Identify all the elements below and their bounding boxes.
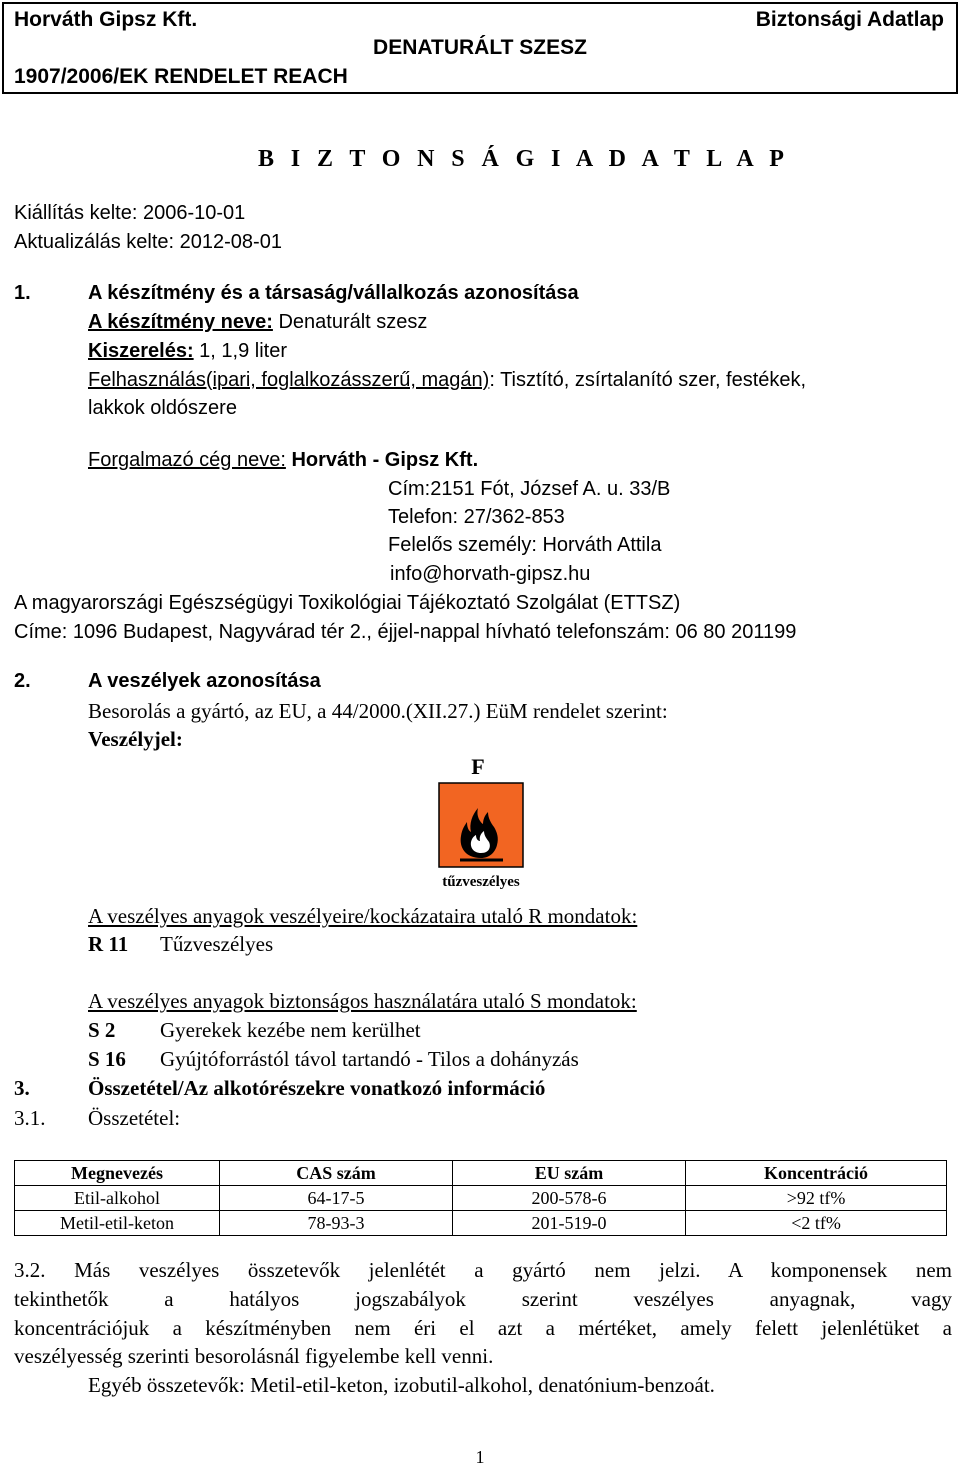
phone: Telefon: 27/362-853 (388, 506, 565, 528)
table-cell: Etil-alkohol (15, 1186, 220, 1211)
table-cell: 201-519-0 (453, 1211, 686, 1236)
ettsz-name: A magyarországi Egészségügyi Toxikológiai Tájékoztató Szolgálat (ETTSZ) (14, 592, 681, 614)
paragraph-3-2-line: tekinthetők a hatályos jogszabályok szerint veszélyes anyagnak, vagy (14, 1287, 952, 1311)
table-cell: >92 tf% (686, 1186, 947, 1211)
s-phrases-heading: A veszélyes anyagok biztonságos használatára utaló S mondatok: (88, 989, 637, 1013)
table-cell: Metil-etil-keton (15, 1211, 220, 1236)
other-components: Egyéb összetevők: Metil-etil-keton, izobutil-alkohol, denatónium-benzoát. (88, 1373, 715, 1397)
table-header: Megnevezés (15, 1161, 220, 1186)
page-number: 1 (475, 1447, 485, 1467)
table-cell: 78-93-3 (220, 1211, 453, 1236)
header-product: DENATURÁLT SZESZ (373, 36, 587, 59)
table-cell: 64-17-5 (220, 1186, 453, 1211)
paragraph-3-2-last: veszélyesség szerinti besorolásnál figyelembe kell venni. (14, 1344, 494, 1368)
packaging-value: 1, 1,9 liter (193, 340, 288, 362)
section3-1-heading: Összetétel: (88, 1106, 181, 1130)
ettsz-address: Címe: 1096 Budapest, Nagyvárad tér 2., éjjel-nappal hívható telefonszám: 06 80 201199 (14, 621, 797, 643)
page-title: B I Z T O N S Á G I A D A T L A P (258, 146, 790, 172)
table-row (15, 1186, 947, 1211)
section3-number: 3. (14, 1076, 30, 1100)
section2-heading: A veszélyek azonosítása (88, 670, 321, 692)
product-name-value: Denaturált szesz (272, 311, 428, 333)
r-phrase-text: Tűzveszélyes (160, 932, 274, 956)
symbol-label: Veszélyjel: (88, 727, 183, 751)
packaging-line (88, 340, 287, 363)
s-phrase-text: Gyerekek kezébe nem kerülhet (160, 1018, 421, 1042)
table-cell: <2 tf% (686, 1211, 947, 1236)
section2-number: 2. (14, 670, 31, 692)
composition-table (14, 1160, 947, 1236)
product-name-line (88, 311, 427, 334)
issue-date: Kiállítás kelte: 2006-10-01 (14, 202, 246, 224)
flammable-hazard-symbol (425, 752, 537, 894)
s-phrase-code: S 16 (88, 1047, 126, 1071)
r-phrase-code: R 11 (88, 932, 129, 956)
table-row (15, 1211, 947, 1236)
distributor-label: Forgalmazó cég neve: (88, 449, 286, 471)
table-cell: 200-578-6 (453, 1186, 686, 1211)
classification: Besorolás a gyártó, az EU, a 44/2000.(XII.27.) EüM rendelet szerint: (88, 699, 668, 723)
address: Cím:2151 Fót, József A. u. 33/B (388, 478, 671, 500)
packaging-label: Kiszerelés: (88, 340, 194, 362)
header-regulation: 1907/2006/EK RENDELET REACH (14, 65, 348, 88)
paragraph-3-2-line: koncentrációjuk a készítményben nem éri el azt a mértéket, amely felett jelenlétüket a (14, 1316, 952, 1340)
paragraph-3-2-line: 3.2. Más veszélyes összetevők jelenlétét a gyártó nem jelzi. A komponensek nem (14, 1258, 952, 1282)
usage-label: Felhasználás(ipari, foglalkozásszerű, magán) (88, 369, 490, 391)
product-name-label: A készítmény neve: (88, 311, 273, 333)
section1-heading: A készítmény és a társaság/vállalkozás azonosítása (88, 282, 579, 304)
section3-1-number: 3.1. (14, 1106, 46, 1130)
header-doc-type: Biztonsági Adatlap (755, 8, 944, 31)
usage-value-cont: lakkok oldószere (88, 397, 237, 419)
email: info@horvath-gipsz.hu (390, 563, 591, 585)
distributor-line (88, 449, 478, 472)
hazard-letter: F (471, 754, 485, 779)
header-company: Horváth Gipsz Kft. (14, 8, 198, 31)
table-header: Koncentráció (686, 1161, 947, 1186)
section1-number: 1. (14, 282, 31, 304)
table-header: EU szám (453, 1161, 686, 1186)
s-phrase-text: Gyújtóforrástól távol tartandó - Tilos a dohányzás (160, 1047, 579, 1071)
responsible-person: Felelős személy: Horváth Attila (388, 534, 662, 556)
r-phrases-heading: A veszélyes anyagok veszélyeire/kockázataira utaló R mondatok: (88, 904, 638, 928)
hazard-caption: tűzveszélyes (442, 874, 520, 890)
usage-line (88, 369, 806, 392)
update-date: Aktualizálás kelte: 2012-08-01 (14, 231, 282, 253)
table-header-row (15, 1161, 947, 1186)
usage-value: : Tisztító, zsírtalanító szer, festékek, (489, 369, 807, 391)
distributor-value: Horváth - Gipsz Kft. (291, 449, 479, 471)
section3-heading: Összetétel/Az alkotórészekre vonatkozó információ (88, 1076, 546, 1100)
table-header: CAS szám (220, 1161, 453, 1186)
s-phrase-code: S 2 (88, 1018, 116, 1042)
